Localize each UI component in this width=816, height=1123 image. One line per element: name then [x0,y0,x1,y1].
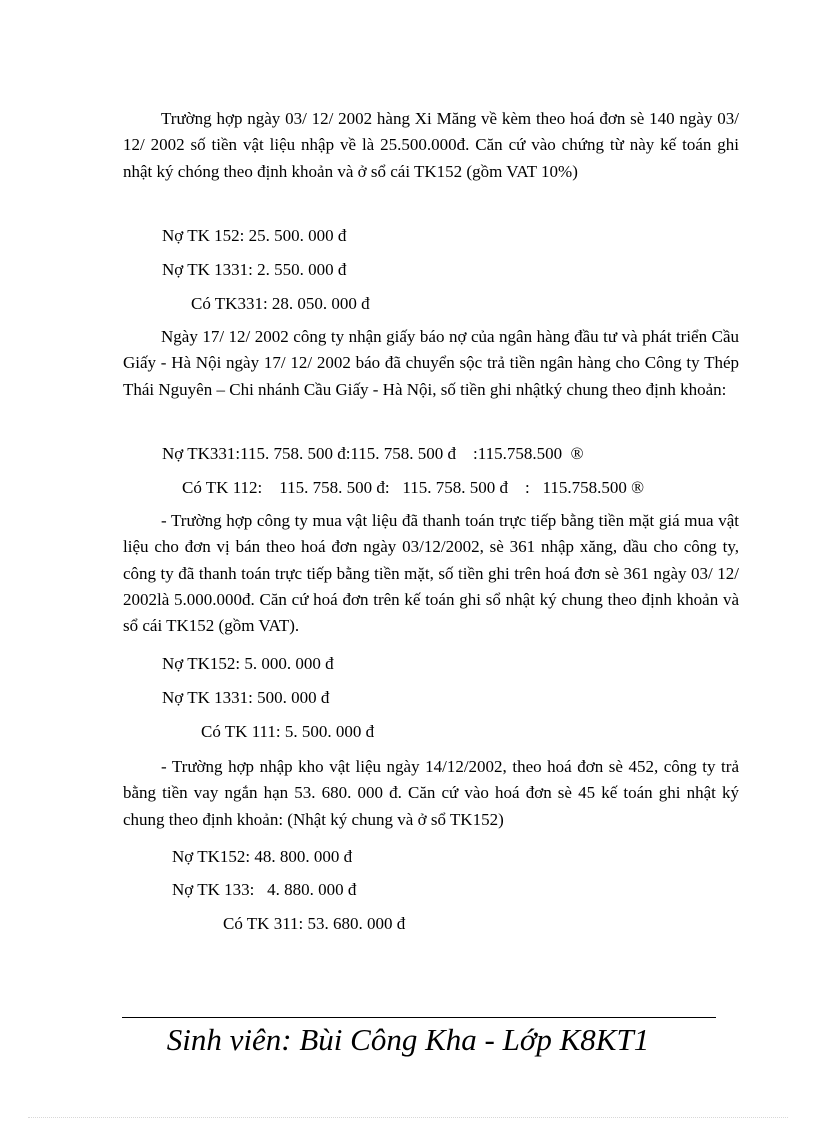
journal-entry-credit-111: Có TK 111: 5. 500. 000 đ [201,722,375,741]
paragraph-text: - Trường hợp nhập kho vật liệu ngày 14/12/2002, theo hoá đơn sè 452, công ty trả bằng tiền vay ngắn hạn 53. 680. 000 đ. Căn cứ vào hoá đơn sè 45 kế toán ghi nhật ký chung theo định khoản: (Nhật ký chung và ở sổ TK152) [123,757,739,829]
paragraph-cement-invoice [123,106,739,185]
paragraph-short-term-loan [123,754,739,833]
paragraph-cash-purchase [123,508,739,639]
paragraph-text: - Trường hợp công ty mua vật liệu đã thanh toán trực tiếp bằng tiền mặt giá mua vật liệu cho đơn vị bán theo hoá đơn ngày 03/12/2002, sè 361 nhập xăng, dầu cho công ty, công ty đã thanh toán trực tiếp bằng tiền mặt, số tiền ghi trên hoá đơn sè 361 ngày 03/ 12/ 2002là 5.000.000đ. Căn cứ hoá đơn trên kế toán ghi sổ nhật ký chung theo định khoản và sổ cái TK152 (gồm VAT). [123,511,739,636]
journal-entry-debit-152-loan: Nợ TK152: 48. 800. 000 đ [172,847,353,866]
paragraph-text: Ngày 17/ 12/ 2002 công ty nhận giấy báo nợ của ngân hàng đầu tư và phát triển Cầu Giấy - Hà Nội ngày 17/ 12/ 2002 báo đã chuyển sộc trả tiền ngân hàng cho Công ty Thép Thái Nguyên – Chi nhánh Cầu Giấy - Hà Nội, số tiền ghi nhậtký chung theo định khoản: [123,327,739,399]
footer-divider [122,1017,716,1018]
journal-entry-credit-331: Có TK331: 28. 050. 000 đ [191,294,370,313]
footer-student-name: Sinh viên: Bùi Công Kha - Lớp K8KT1 [166,1022,650,1057]
journal-entry-debit-133-loan: Nợ TK 133: 4. 880. 000 đ [172,880,357,899]
paragraph-text: Trường hợp ngày 03/ 12/ 2002 hàng Xi Măng về kèm theo hoá đơn sè 140 ngày 03/ 12/ 2002 số tiền vật liệu nhập về là 25.500.000đ. Căn cứ vào chứng từ này kế toán ghi nhật ký chóng theo định khoản và ở sổ cái TK152 (gồm VAT 10%) [123,109,739,181]
journal-entry-debit-331: Nợ TK331:115. 758. 500 đ:115. 758. 500 đ :115.758.500 ® [162,444,584,463]
paragraph-bank-debit-note [123,324,739,403]
journal-entry-debit-1331-cash: Nợ TK 1331: 500. 000 đ [162,688,330,707]
journal-entry-credit-311: Có TK 311: 53. 680. 000 đ [223,914,406,933]
journal-entry-debit-152: Nợ TK 152: 25. 500. 000 đ [162,226,347,245]
journal-entry-credit-112: Có TK 112: 115. 758. 500 đ: 115. 758. 500 đ : 115.758.500 ® [182,478,645,497]
journal-entry-debit-1331: Nợ TK 1331: 2. 550. 000 đ [162,260,347,279]
page-bottom-divider [28,1117,788,1118]
journal-entry-debit-152-cash: Nợ TK152: 5. 000. 000 đ [162,654,334,673]
